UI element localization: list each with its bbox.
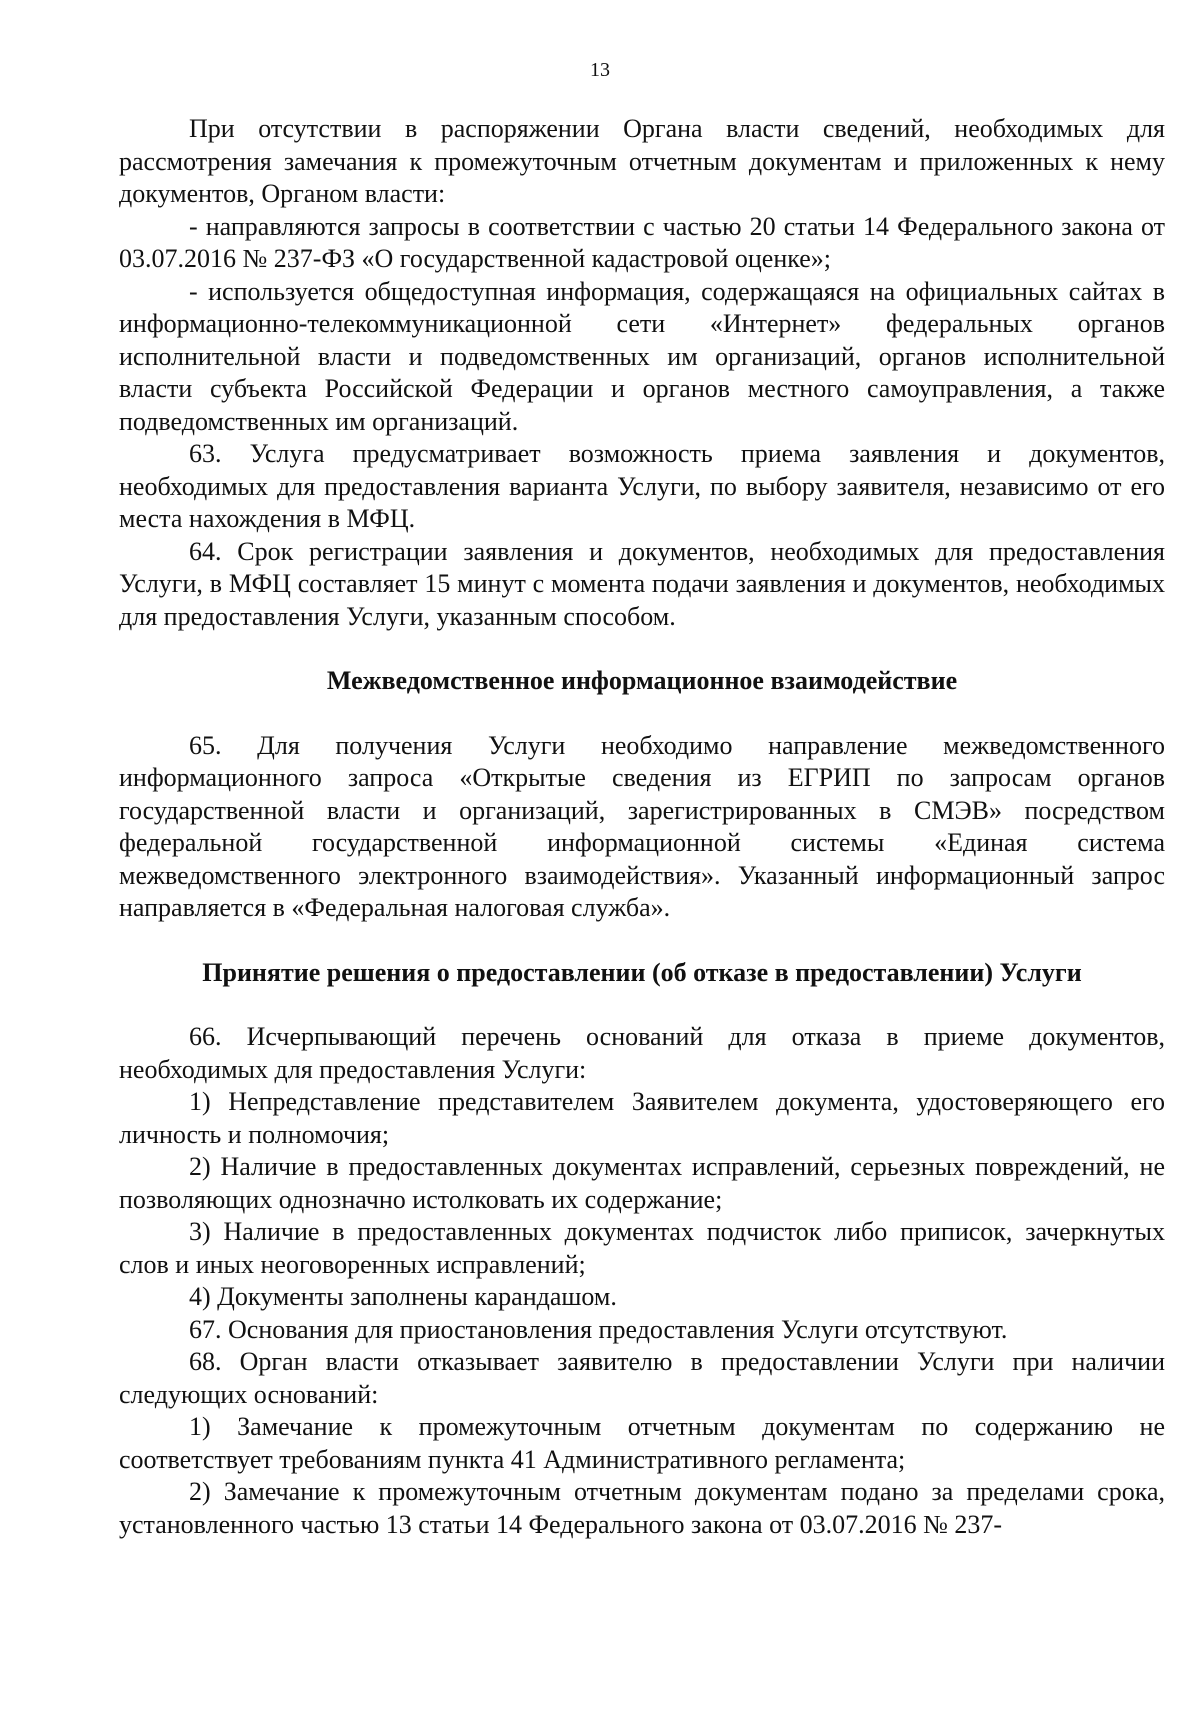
page-number: 13 [590, 59, 610, 81]
paragraph-64: 64. Срок регистрации заявления и документов, необходимых для предоставления Услуги, в МФЦ составляет 15 минут с момента подачи заявления и документов, необходимых для предоставления Услуги, указанным способом. [119, 536, 1165, 631]
paragraph-66-item-1: 1) Непредставление представителем Заявителем документа, удостоверяющего его личность и полномочия; [119, 1087, 1165, 1149]
paragraph-68-item-1: 1) Замечание к промежуточным отчетным документам по содержанию не соответствует требованиям пункта 41 Административного регламента; [119, 1412, 1165, 1474]
section-heading-interagency: Межведомственное информационное взаимодействие [326, 666, 958, 695]
paragraph-intro: При отсутствии в распоряжении Органа власти сведений, необходимых для рассмотрения замечания к промежуточным отчетным документам и приложенных к нему документов, Органом власти: [119, 114, 1165, 208]
paragraph-66-item-3: 3) Наличие в предоставленных документах подчисток либо приписок, зачеркнутых слов и иных неоговоренных исправлений; [119, 1217, 1165, 1279]
paragraph-68: 68. Орган власти отказывает заявителю в предоставлении Услуги при наличии следующих оснований: [119, 1347, 1165, 1409]
document-body [119, 113, 1165, 1541]
paragraph-63: 63. Услуга предусматривает возможность приема заявления и документов, необходимых для предоставления варианта Услуги, по выбору заявителя, независимо от его места нахождения в МФЦ. [119, 439, 1165, 533]
section-heading-decision: Принятие решения о предоставлении (об отказе в предоставлении) Услуги [202, 957, 1082, 987]
paragraph-65: 65. Для получения Услуги необходимо направление межведомственного информационного запроса «Открытые сведения из ЕГРИП по запросам органов государственной власти и организаций, зарегистрированных в СМЭВ» посредством федеральной государственной информационной системы «Единая система межведомственного электронного взаимодействия». Указанный информационный запрос направляется в «Федеральная налоговая служба». [119, 730, 1165, 922]
list-item-public-info: - используется общедоступная информация, содержащаяся на официальных сайтах в информационно-телекоммуникационной сети «Интернет» федеральных органов исполнительной власти и подведомственных им организаций, органов исполнительной власти субъекта Российской Федерации и органов местного самоуправления, а также подведомственных им организаций. [119, 276, 1165, 436]
paragraph-66: 66. Исчерпывающий перечень оснований для отказа в приеме документов, необходимых для предоставления Услуги: [119, 1022, 1165, 1084]
list-item-requests: - направляются запросы в соответствии с частью 20 статьи 14 Федерального закона от 03.07.2016 № 237-ФЗ «О государственной кадастровой оценке»; [119, 211, 1165, 273]
paragraph-68-item-2: 2) Замечание к промежуточным отчетным документам подано за пределами срока, установленного частью 13 статьи 14 Федерального закона от 03.07.2016 № 237- [119, 1477, 1165, 1539]
paragraph-67: 67. Основания для приостановления предоставления Услуги отсутствуют. [189, 1314, 1008, 1344]
paragraph-66-item-4: 4) Документы заполнены карандашом. [189, 1282, 617, 1311]
paragraph-66-item-2: 2) Наличие в предоставленных документах исправлений, серьезных повреждений, не позволяющих однозначно истолковать их содержание; [119, 1152, 1165, 1214]
